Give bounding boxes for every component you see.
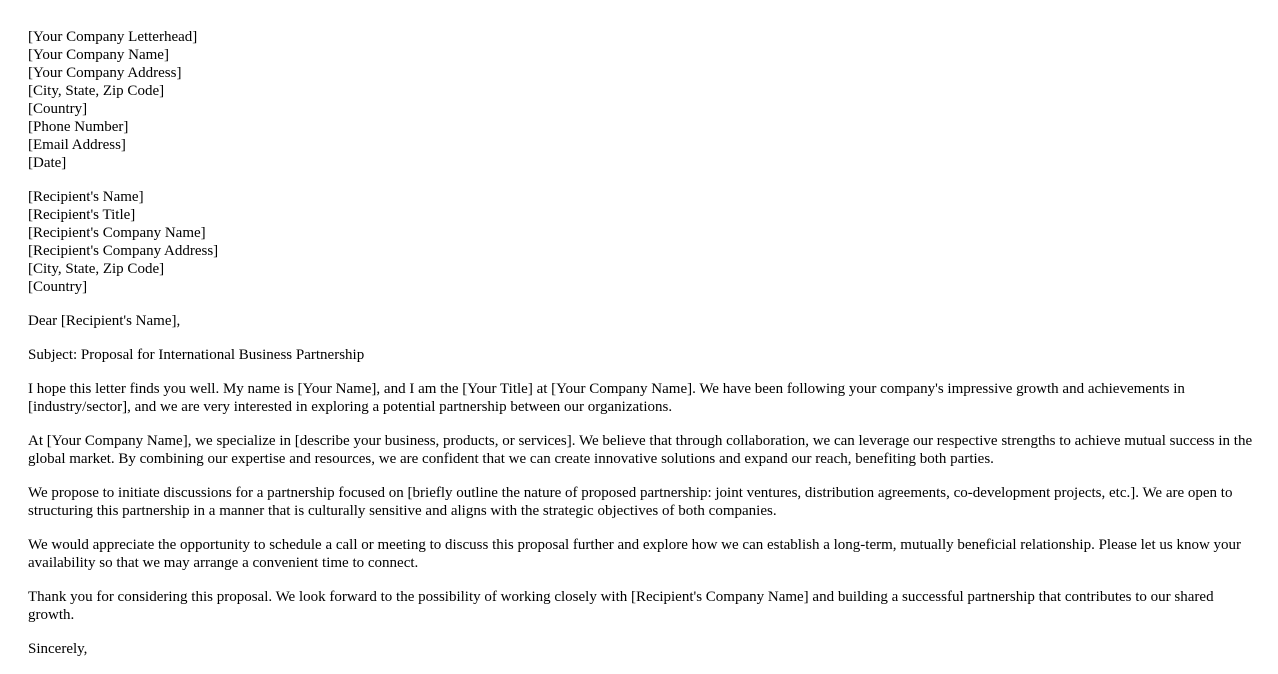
body-paragraph-company: At [Your Company Name], we specialize in [describe your business, products, or services]. We believe that through collaboration, we can leverage our respective strengths to achieve mutual success in the global market. By combining our expertise and resources, we are confident that we can create innovative solutions and expand our reach, benefiting both parties. [28, 433, 1253, 467]
sender-phone: [Phone Number] [28, 119, 129, 135]
body-paragraph-intro: I hope this letter finds you well. My name is [Your Name], and I am the [Your Title] at [Your Company Name]. We have been following your company's impressive growth and achievements in [industry/sector], and we are very interested in exploring a potential partnership between our organizations. [28, 381, 1185, 415]
sender-letterhead: [Your Company Letterhead] [28, 29, 198, 45]
body-paragraph-meeting: We would appreciate the opportunity to schedule a call or meeting to discuss this proposal further and explore how we can establish a long-term, mutually beneficial relationship. Please let us know your availability so that we may arrange a convenient time to connect. [28, 537, 1242, 571]
subject-line: Subject: Proposal for International Business Partnership [28, 347, 365, 363]
recipient-name: [Recipient's Name] [28, 189, 144, 205]
letter-body [28, 28, 1253, 674]
body-paragraph-thanks: Thank you for considering this proposal. We look forward to the possibility of working closely with [Recipient's Company Name] and building a successful partnership that contributes to our shared growth. [28, 589, 1214, 623]
recipient-company-address: [Recipient's Company Address] [28, 243, 219, 259]
recipient-title: [Recipient's Title] [28, 207, 136, 223]
sender-company-name: [Your Company Name] [28, 47, 169, 63]
sender-city-state-zip: [City, State, Zip Code] [28, 83, 165, 99]
body-paragraph-proposal: We propose to initiate discussions for a partnership focused on [briefly outline the nature of proposed partnership: joint ventures, distribution agreements, co-development projects, etc.]. We are open to structuring this partnership in a manner that is culturally sensitive and aligns with the strategic objectives of both companies. [28, 485, 1233, 519]
closing: Sincerely, [28, 641, 88, 657]
recipient-company-name: [Recipient's Company Name] [28, 225, 206, 241]
letter-date: [Date] [28, 155, 67, 171]
salutation: Dear [Recipient's Name], [28, 313, 181, 329]
sender-email: [Email Address] [28, 137, 126, 153]
sender-address-block [28, 28, 1253, 172]
sender-country: [Country] [28, 101, 88, 117]
recipient-address-block [28, 188, 1253, 296]
sender-company-address: [Your Company Address] [28, 65, 182, 81]
recipient-country: [Country] [28, 279, 88, 295]
recipient-city-state-zip: [City, State, Zip Code] [28, 261, 165, 277]
